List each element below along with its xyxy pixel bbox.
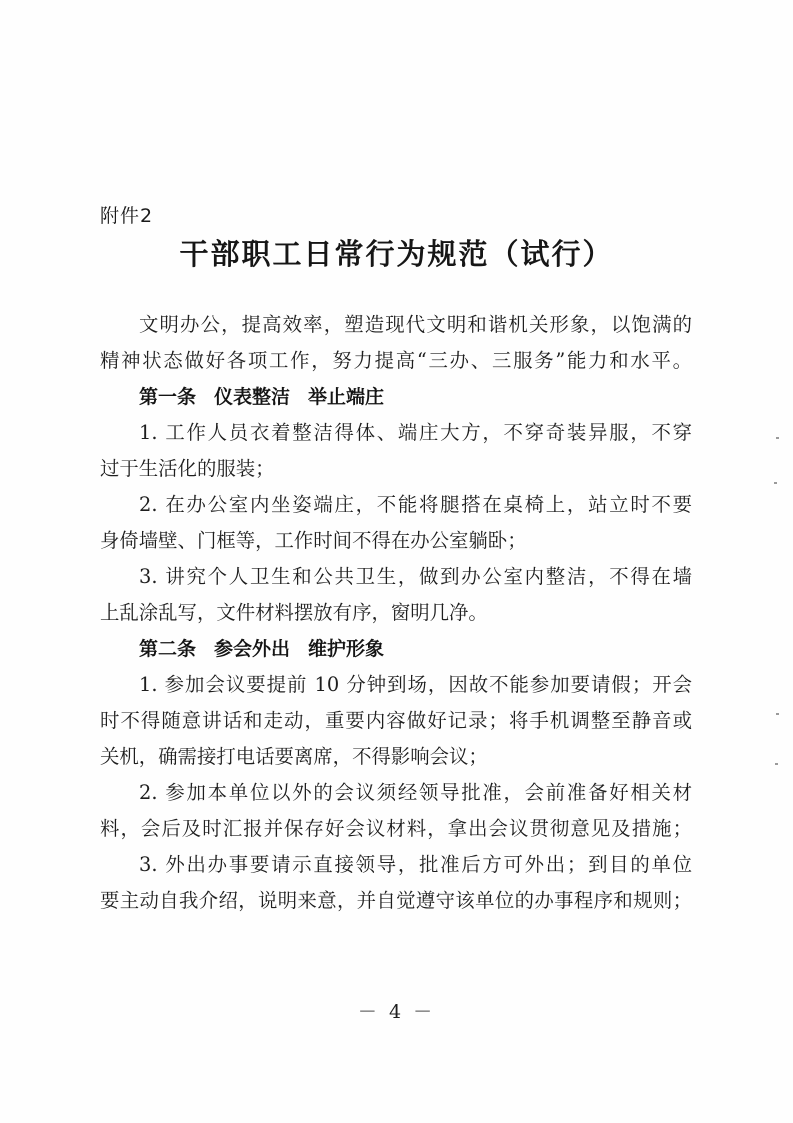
article-1-item-1-line-2: 过于生活化的服装； xyxy=(100,457,275,480)
article-2-item-1-line-1: 1. 参加会议要提前 10 分钟到场，因故不能参加要请假；开会 xyxy=(139,673,692,696)
article-2-topic-a: 参会外出 xyxy=(214,638,291,660)
article-2-item-3-line-2: 要主动自我介绍，说明来意，并自觉遵守该单位的办事程序和规则； xyxy=(100,889,692,912)
article-2-item-2-line-2: 料，会后及时汇报并保存好会议材料，拿出会议贯彻意见及措施； xyxy=(100,817,692,840)
article-2-item-3-line-1: 3. 外出办事要请示直接领导，批准后方可外出；到目的单位 xyxy=(139,853,692,876)
page-number: － 4 － xyxy=(357,1001,436,1023)
intro-line-1: 文明办公，提高效率，塑造现代文明和谐机关形象，以饱满的 xyxy=(139,313,692,336)
article-2-heading xyxy=(139,635,384,663)
article-1-topic-b: 举止端庄 xyxy=(308,386,385,408)
article-2-item-1-line-2: 时不得随意讲话和走动，重要内容做好记录；将手机调整至静音或 xyxy=(100,709,692,732)
scan-speck xyxy=(775,763,778,765)
article-1-item-2-line-1: 2. 在办公室内坐姿端庄，不能将腿搭在桌椅上，站立时不要 xyxy=(139,493,692,516)
scan-speck xyxy=(776,437,779,439)
article-1-item-3-line-1: 3. 讲究个人卫生和公共卫生，做到办公室内整洁，不得在墙 xyxy=(139,565,692,588)
article-1-item-1-line-1: 1. 工作人员衣着整洁得体、端庄大方，不穿奇装异服，不穿 xyxy=(139,421,692,444)
document-title: 干部职工日常行为规范（试行） xyxy=(179,237,614,271)
article-2-item-2-line-1: 2. 参加本单位以外的会议须经领导批准，会前准备好相关材 xyxy=(139,781,692,804)
scan-speck xyxy=(776,713,779,715)
article-1-number: 第一条 xyxy=(139,386,197,408)
article-1-item-2-line-2: 身倚墙壁、门框等，工作时间不得在办公室躺卧； xyxy=(100,529,527,552)
intro-line-2: 精神状态做好各项工作，努力提高“三办、三服务”能力和水平。 xyxy=(100,349,692,372)
article-1-heading xyxy=(139,383,384,411)
article-2-number: 第二条 xyxy=(139,638,197,660)
article-2-topic-b: 维护形象 xyxy=(308,638,385,660)
article-2-item-1-line-3: 关机，确需接打电话要离席，不得影响会议； xyxy=(100,745,488,768)
article-1-item-3-line-2: 上乱涂乱写，文件材料摆放有序，窗明几净。 xyxy=(100,601,488,624)
article-1-topic-a: 仪表整洁 xyxy=(214,386,291,408)
attachment-label: 附件2 xyxy=(100,205,154,227)
scan-speck xyxy=(774,482,777,484)
